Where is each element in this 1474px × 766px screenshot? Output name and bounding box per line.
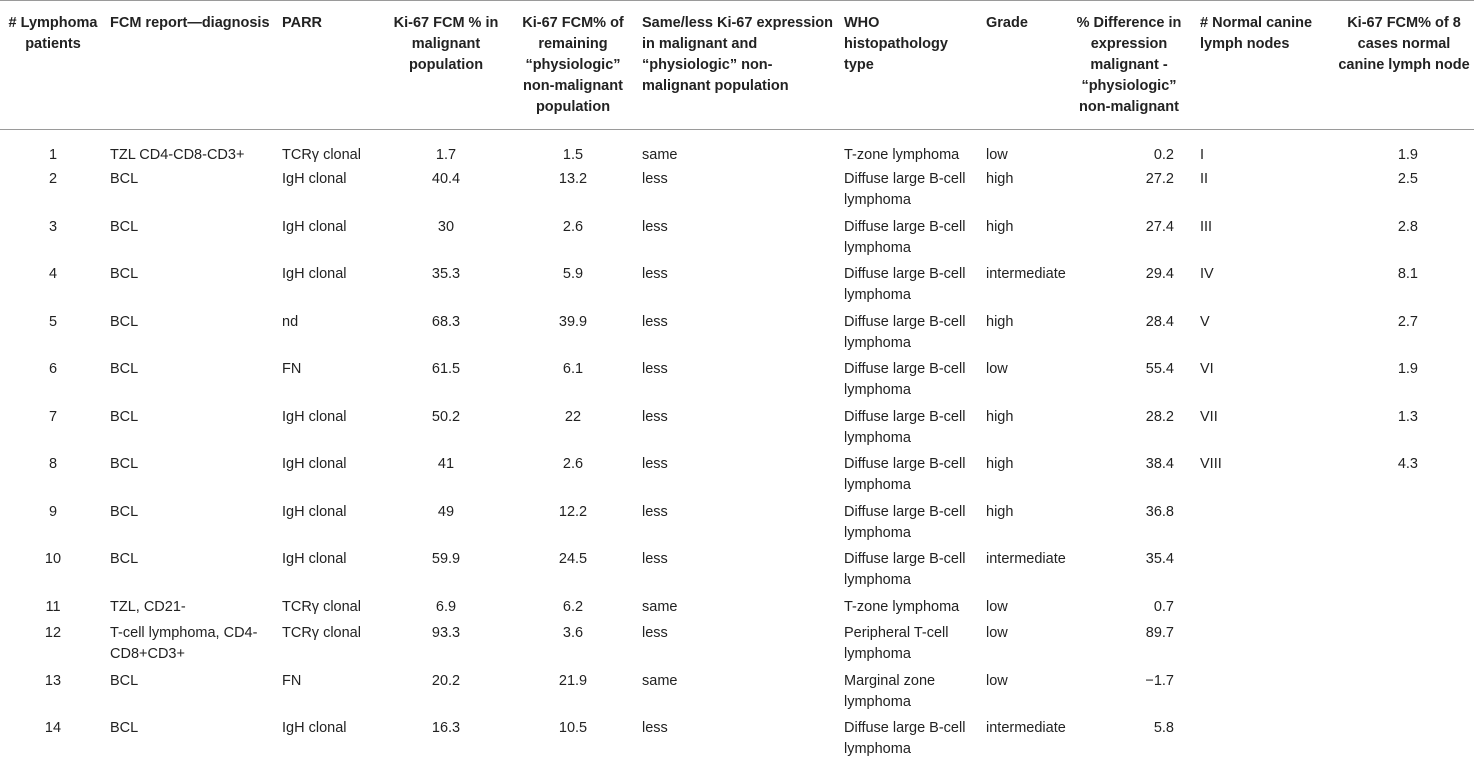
cell-patient-number: 2 — [48, 171, 58, 187]
cell-percent-difference: 0.2 — [1153, 147, 1174, 163]
cell-grade: low — [986, 361, 1008, 377]
cell-ki67-normal-node — [1334, 718, 1474, 766]
table-row — [0, 454, 1474, 502]
cell-who-type: T-zone lymphoma — [844, 147, 960, 163]
cell-ki67-nonmalignant: 3.6 — [562, 625, 584, 641]
cell-ki67-nonmalignant: 2.6 — [562, 456, 584, 472]
cell-percent-difference: 36.8 — [1145, 503, 1174, 520]
cell-percent-difference: 28.2 — [1145, 408, 1174, 425]
cell-same-less-expression: less — [642, 720, 668, 736]
cell-parr: TCRγ clonal — [282, 598, 361, 615]
cell-who-type: Diffuse large B-cell lymphoma — [844, 551, 966, 588]
cell-patient-number: 6 — [48, 361, 58, 377]
cell-percent-difference: 0.7 — [1153, 598, 1174, 615]
cell-ki67-nonmalignant: 6.2 — [562, 598, 584, 615]
cell-fcm-diagnosis: BCL — [110, 720, 139, 736]
cell-grade: high — [986, 171, 1014, 187]
cell-fcm-diagnosis: T-cell lymphoma, CD4-CD8+CD3+ — [110, 625, 258, 662]
cell-parr: IgH clonal — [282, 266, 347, 282]
cell-fcm-diagnosis: BCL — [110, 361, 139, 377]
cell-same-less-expression: less — [642, 408, 668, 425]
table-row — [0, 130, 1474, 170]
cell-ki67-malignant: 93.3 — [431, 625, 461, 641]
cell-ki67-normal-node — [1334, 502, 1474, 550]
cell-ki67-nonmalignant: 6.1 — [562, 361, 584, 377]
cell-ki67-malignant: 6.9 — [435, 598, 457, 615]
cell-who-type: Diffuse large B-cell lymphoma — [844, 503, 966, 541]
cell-percent-difference: 29.4 — [1145, 266, 1174, 282]
cell-ki67-malignant: 1.7 — [435, 147, 457, 163]
cell-who-type: T-zone lymphoma — [844, 598, 960, 615]
cell-percent-difference: 5.8 — [1153, 720, 1174, 736]
cell-who-type: Peripheral T-cell lymphoma — [844, 625, 949, 662]
cell-normal-node-number: VII — [1200, 408, 1218, 425]
cell-normal-node-number — [1196, 597, 1334, 624]
cell-grade: low — [986, 598, 1008, 615]
cell-grade: high — [986, 408, 1014, 425]
cell-ki67-nonmalignant: 2.6 — [562, 218, 584, 235]
cell-ki67-normal-node — [1334, 623, 1474, 671]
cell-ki67-malignant: 59.9 — [431, 551, 461, 567]
cell-normal-node-number: IV — [1200, 266, 1214, 282]
cell-grade: high — [986, 503, 1014, 520]
cell-parr: IgH clonal — [282, 218, 347, 235]
cell-who-type: Diffuse large B-cell lymphoma — [844, 456, 966, 493]
cell-patient-number: 9 — [48, 503, 58, 520]
table-row — [0, 312, 1474, 360]
cell-grade: high — [986, 313, 1014, 330]
cell-ki67-malignant: 30 — [437, 218, 455, 235]
cell-same-less-expression: less — [642, 503, 668, 520]
cell-parr: IgH clonal — [282, 720, 347, 736]
cell-who-type: Diffuse large B-cell lymphoma — [844, 171, 966, 208]
cell-normal-node-number — [1196, 671, 1334, 719]
cell-ki67-nonmalignant: 12.2 — [558, 503, 588, 520]
cell-ki67-normal-node: 1.9 — [1397, 147, 1418, 163]
cell-parr: IgH clonal — [282, 551, 347, 567]
cell-ki67-nonmalignant: 13.2 — [558, 171, 588, 187]
cell-grade: high — [986, 456, 1014, 472]
cell-fcm-diagnosis: BCL — [110, 171, 139, 187]
cell-ki67-normal-node: 1.9 — [1397, 361, 1418, 377]
cell-patient-number: 1 — [48, 147, 58, 163]
cell-ki67-nonmalignant: 22 — [564, 408, 582, 425]
cell-who-type: Diffuse large B-cell lymphoma — [844, 720, 966, 757]
header-ki67-nonmalignant: Ki-67 FCM% of remaining “physiologic” non-malignant population — [522, 15, 624, 115]
header-same-less-expression: Same/less Ki-67 expression in malignant and “physiologic” non-malignant population — [642, 15, 834, 94]
cell-patient-number: 7 — [48, 408, 58, 425]
header-ki67-normal-node: Ki-67 FCM% of 8 cases normal canine lymph node — [1338, 15, 1470, 73]
cell-patient-number: 5 — [48, 313, 58, 330]
header-who-type: WHO histopathology type — [844, 15, 948, 73]
cell-who-type: Diffuse large B-cell lymphoma — [844, 266, 966, 303]
cell-normal-node-number — [1196, 549, 1334, 597]
cell-parr: TCRγ clonal — [282, 147, 361, 163]
cell-parr: IgH clonal — [282, 456, 347, 472]
cell-ki67-normal-node: 1.3 — [1397, 408, 1418, 425]
header-patient-number: # Lymphoma patients — [8, 15, 98, 52]
header-parr: PARR — [282, 15, 323, 31]
cell-same-less-expression: less — [642, 218, 668, 235]
header-percent-difference: % Difference in expression malignant - “physiologic” non-malignant — [1076, 15, 1182, 115]
table-row — [0, 359, 1474, 407]
cell-ki67-malignant: 50.2 — [431, 408, 461, 425]
cell-grade: low — [986, 147, 1008, 163]
cell-patient-number: 8 — [48, 456, 58, 472]
cell-ki67-malignant: 35.3 — [431, 266, 461, 282]
cell-grade: intermediate — [986, 720, 1066, 736]
cell-normal-node-number — [1196, 502, 1334, 550]
cell-ki67-malignant: 49 — [437, 503, 455, 520]
cell-who-type: Diffuse large B-cell lymphoma — [844, 218, 966, 256]
cell-percent-difference: 27.2 — [1145, 171, 1174, 187]
cell-who-type: Diffuse large B-cell lymphoma — [844, 408, 966, 446]
cell-grade: intermediate — [986, 551, 1066, 567]
cell-grade: high — [986, 218, 1014, 235]
cell-fcm-diagnosis: BCL — [110, 408, 139, 425]
cell-ki67-malignant: 16.3 — [431, 720, 461, 736]
cell-ki67-nonmalignant: 21.9 — [558, 672, 588, 689]
header-fcm-diagnosis: FCM report—diagnosis — [110, 15, 270, 31]
cell-parr: nd — [282, 313, 299, 330]
cell-ki67-nonmalignant: 39.9 — [558, 313, 588, 330]
table-row — [0, 169, 1474, 217]
cell-normal-node-number — [1196, 623, 1334, 671]
cell-parr: IgH clonal — [282, 408, 347, 425]
cell-same-less-expression: same — [642, 672, 678, 689]
cell-normal-node-number: V — [1200, 313, 1210, 330]
cell-parr: FN — [282, 672, 302, 689]
cell-ki67-normal-node — [1334, 671, 1474, 719]
cell-ki67-normal-node — [1334, 597, 1474, 624]
cell-normal-node-number: VI — [1200, 361, 1214, 377]
cell-ki67-nonmalignant: 1.5 — [562, 147, 584, 163]
table-body — [0, 130, 1474, 766]
cell-same-less-expression: same — [642, 598, 678, 615]
cell-patient-number: 14 — [44, 720, 62, 736]
table-row — [0, 407, 1474, 455]
cell-normal-node-number — [1196, 718, 1334, 766]
cell-same-less-expression: less — [642, 625, 668, 641]
cell-ki67-normal-node — [1334, 549, 1474, 597]
cell-fcm-diagnosis: BCL — [110, 218, 139, 235]
header-grade: Grade — [986, 15, 1028, 31]
cell-grade: intermediate — [986, 266, 1066, 282]
table-row — [0, 217, 1474, 265]
cell-ki67-nonmalignant: 24.5 — [558, 551, 588, 567]
cell-same-less-expression: less — [642, 171, 668, 187]
cell-fcm-diagnosis: BCL — [110, 503, 139, 520]
cell-patient-number: 3 — [48, 218, 58, 235]
cell-percent-difference: 28.4 — [1145, 313, 1174, 330]
cell-ki67-normal-node: 2.8 — [1397, 218, 1418, 235]
cell-patient-number: 11 — [45, 598, 61, 615]
cell-parr: IgH clonal — [282, 171, 347, 187]
cell-fcm-diagnosis: TZL, CD21- — [110, 598, 186, 615]
cell-ki67-malignant: 40.4 — [431, 171, 461, 187]
table-row — [0, 597, 1474, 624]
cell-patient-number: 4 — [48, 266, 58, 282]
cell-ki67-nonmalignant: 10.5 — [558, 720, 588, 736]
cell-patient-number: 13 — [44, 672, 62, 689]
cell-patient-number: 10 — [44, 551, 62, 567]
cell-who-type: Marginal zone lymphoma — [844, 672, 936, 710]
cell-grade: low — [986, 672, 1008, 689]
cell-percent-difference: 38.4 — [1145, 456, 1174, 472]
cell-parr: IgH clonal — [282, 503, 347, 520]
cell-ki67-normal-node: 2.5 — [1397, 171, 1418, 187]
cell-grade: low — [986, 625, 1008, 641]
header-ki67-malignant: Ki-67 FCM % in malignant population — [393, 15, 499, 73]
cell-same-less-expression: less — [642, 361, 668, 377]
cell-normal-node-number: VIII — [1200, 456, 1222, 472]
cell-patient-number: 12 — [44, 625, 62, 641]
cell-ki67-normal-node: 4.3 — [1397, 456, 1418, 472]
cell-same-less-expression: less — [642, 551, 668, 567]
table-header — [0, 1, 1474, 130]
header-normal-node-number: # Normal canine lymph nodes — [1200, 15, 1313, 52]
cell-who-type: Diffuse large B-cell lymphoma — [844, 313, 966, 351]
cell-parr: FN — [282, 361, 302, 377]
cell-percent-difference: 35.4 — [1145, 551, 1174, 567]
table-row — [0, 671, 1474, 719]
cell-fcm-diagnosis: BCL — [110, 266, 139, 282]
cell-ki67-normal-node: 2.7 — [1397, 313, 1418, 330]
table-row — [0, 502, 1474, 550]
cell-same-less-expression: less — [642, 266, 668, 282]
cell-ki67-malignant: 61.5 — [431, 361, 461, 377]
cell-percent-difference: −1.7 — [1145, 672, 1174, 689]
cell-normal-node-number: I — [1200, 147, 1205, 163]
cell-same-less-expression: same — [642, 147, 678, 163]
cell-ki67-malignant: 20.2 — [431, 672, 461, 689]
cell-ki67-nonmalignant: 5.9 — [562, 266, 584, 282]
cell-who-type: Diffuse large B-cell lymphoma — [844, 361, 966, 398]
cell-fcm-diagnosis: TZL CD4-CD8-CD3+ — [110, 147, 245, 163]
cell-percent-difference: 89.7 — [1145, 625, 1174, 641]
cell-fcm-diagnosis: BCL — [110, 551, 139, 567]
cell-ki67-malignant: 41 — [437, 456, 455, 472]
header-row — [0, 1, 1474, 130]
table-row — [0, 718, 1474, 766]
cell-fcm-diagnosis: BCL — [110, 456, 139, 472]
cell-ki67-malignant: 68.3 — [431, 313, 461, 330]
cell-ki67-normal-node: 8.1 — [1397, 266, 1418, 282]
cell-fcm-diagnosis: BCL — [110, 313, 139, 330]
cell-same-less-expression: less — [642, 456, 668, 472]
cell-fcm-diagnosis: BCL — [110, 672, 139, 689]
cell-normal-node-number: III — [1200, 218, 1213, 235]
cell-normal-node-number: II — [1200, 171, 1209, 187]
table-row — [0, 549, 1474, 597]
cell-percent-difference: 55.4 — [1145, 361, 1174, 377]
table-row — [0, 623, 1474, 671]
table-row — [0, 264, 1474, 312]
cell-parr: TCRγ clonal — [282, 625, 361, 641]
cell-same-less-expression: less — [642, 313, 668, 330]
cell-percent-difference: 27.4 — [1145, 218, 1174, 235]
